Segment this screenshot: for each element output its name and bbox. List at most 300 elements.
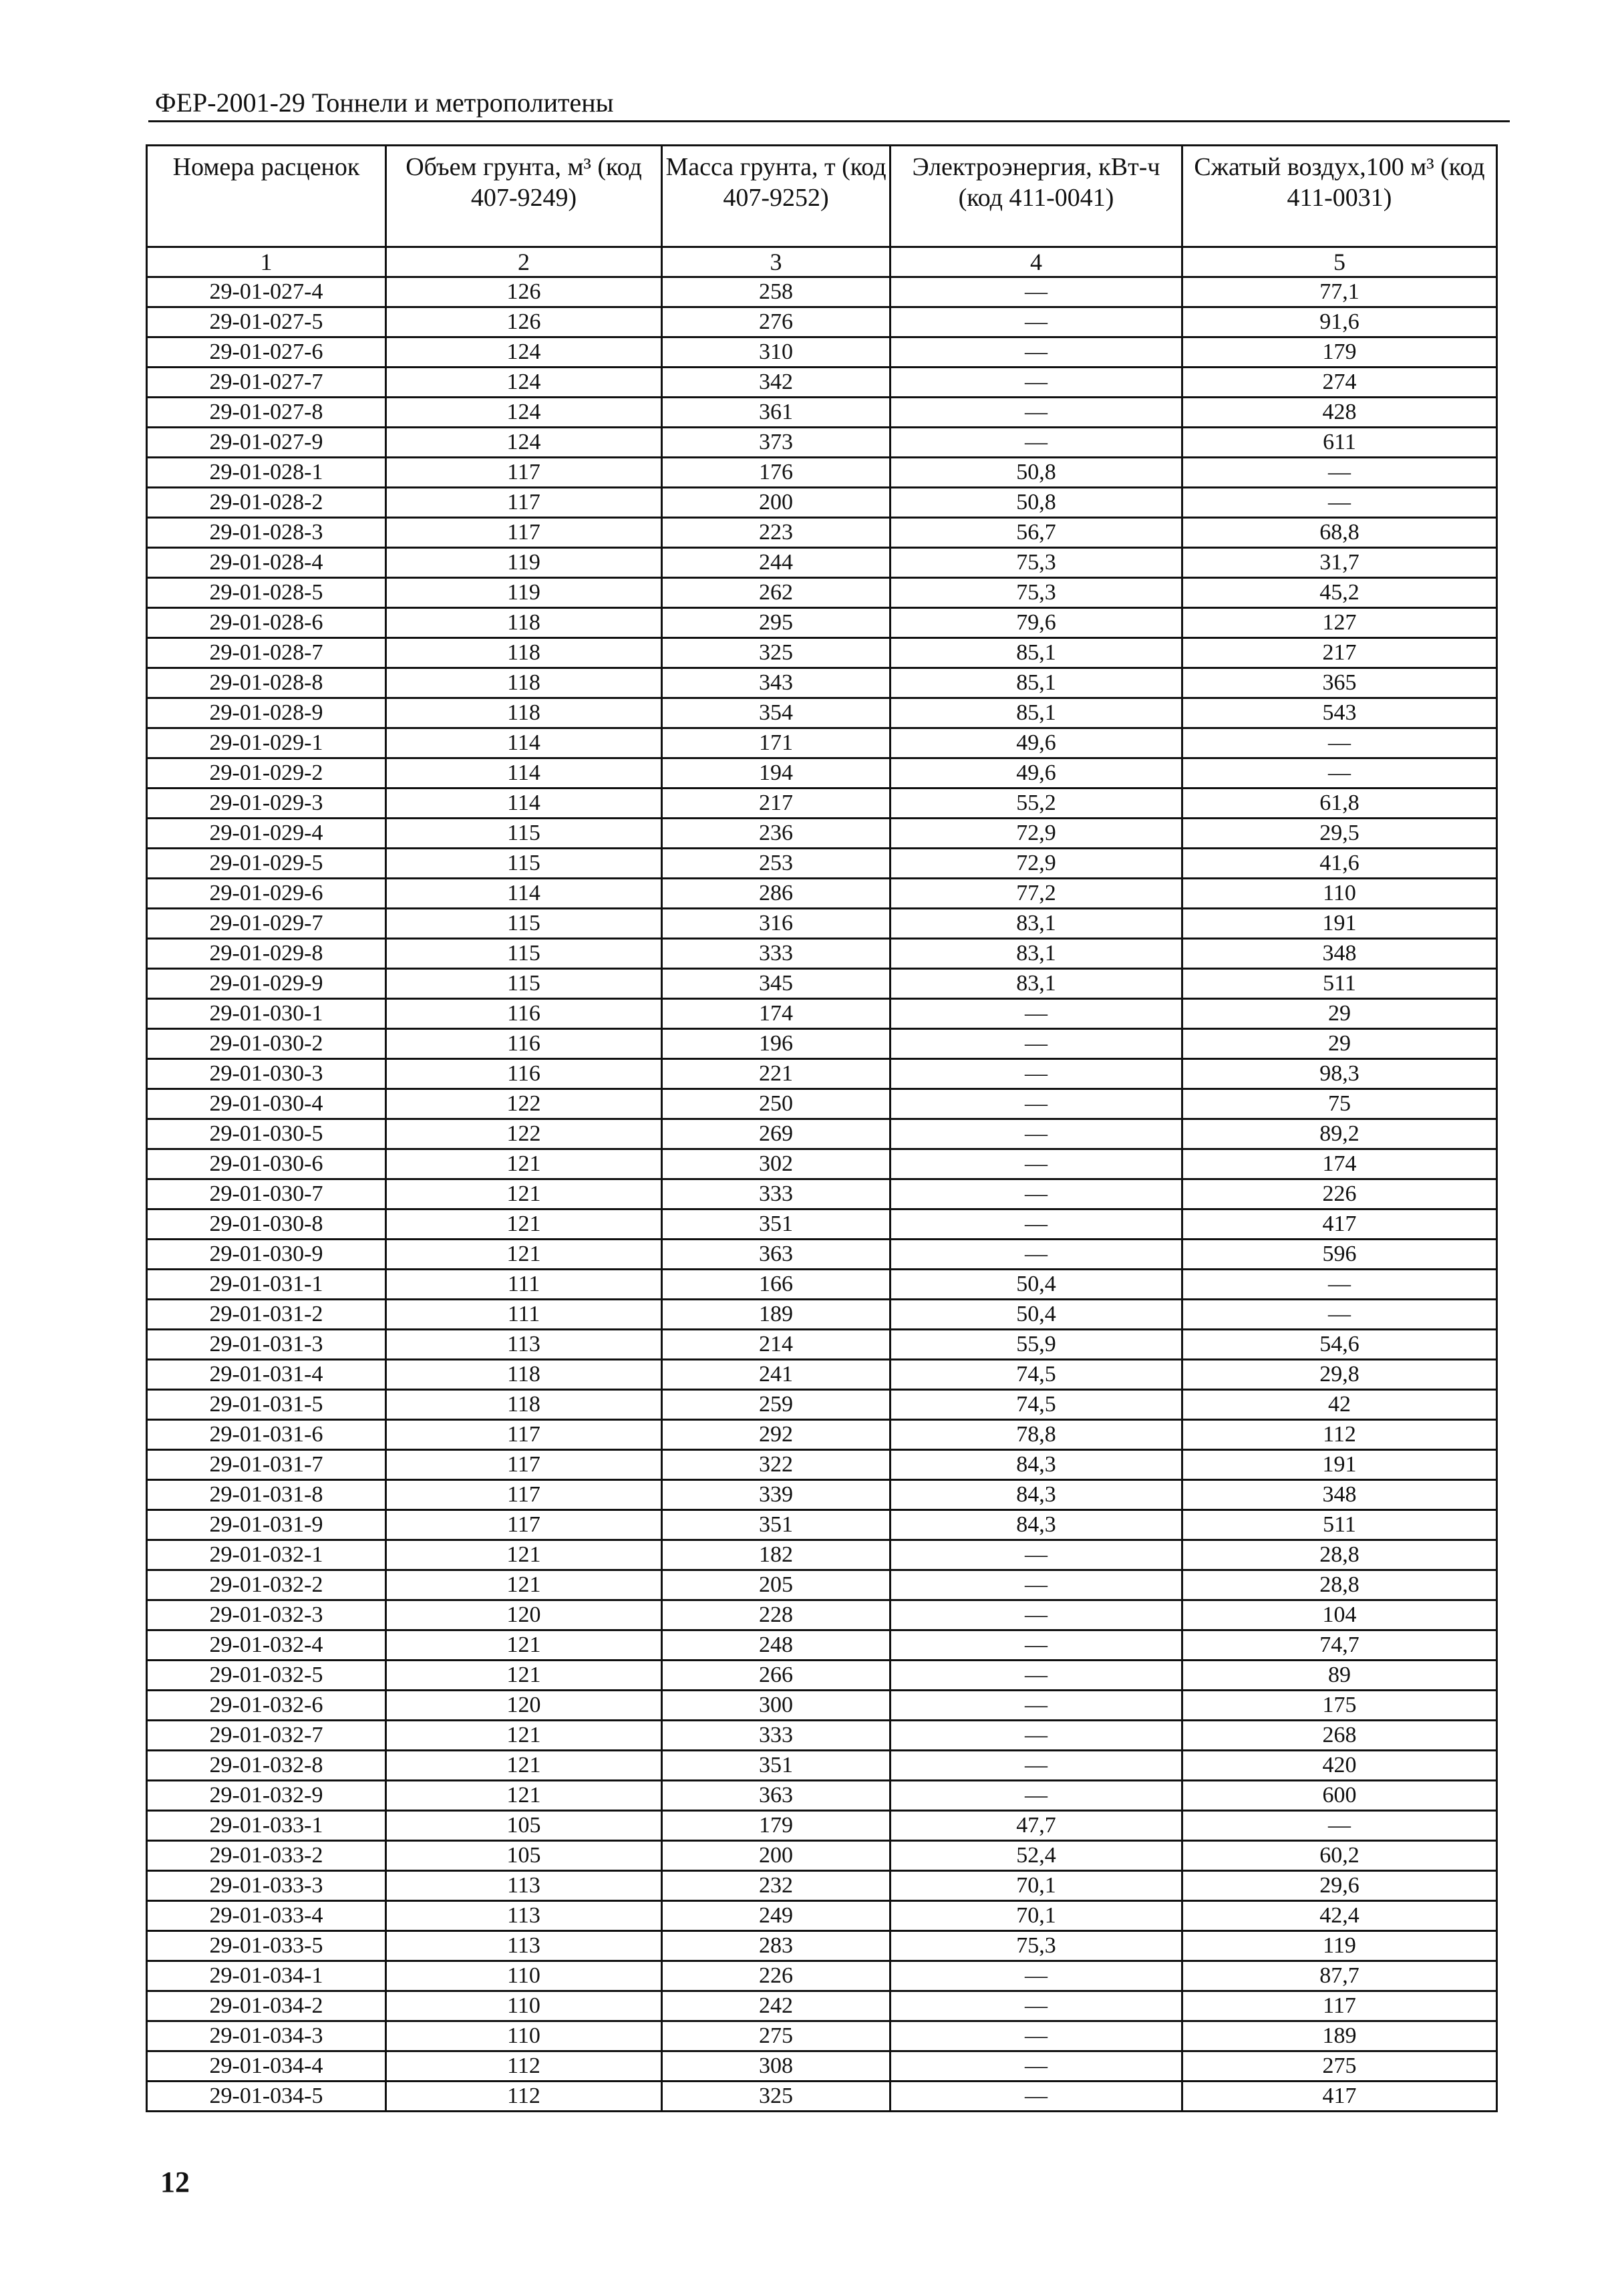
table-row [147,788,1497,819]
column-number: 4 [891,247,1182,277]
soil-volume-cell: 112 [386,2051,662,2082]
rate-code-cell: 29-01-029-6 [147,879,386,909]
soil-mass-cell: 333 [662,1721,891,1751]
table-row [147,488,1497,518]
soil-mass-cell: 345 [662,969,891,999]
rate-code-cell: 29-01-030-4 [147,1089,386,1119]
compressed-air-cell: 274 [1182,368,1497,398]
compressed-air-cell: 511 [1182,1510,1497,1540]
table-row [147,608,1497,638]
compressed-air-cell: 89 [1182,1661,1497,1691]
rate-code-cell: 29-01-029-5 [147,849,386,879]
compressed-air-cell: 420 [1182,1751,1497,1781]
rate-code-cell: 29-01-028-1 [147,458,386,488]
soil-mass-cell: 333 [662,939,891,969]
electricity-cell: — [891,337,1182,368]
rate-code-cell: 29-01-032-6 [147,1691,386,1721]
electricity-cell: 78,8 [891,1420,1182,1450]
soil-volume-cell: 110 [386,2021,662,2051]
soil-mass-cell: 276 [662,307,891,337]
soil-volume-cell: 117 [386,458,662,488]
compressed-air-cell: 29,5 [1182,819,1497,849]
electricity-cell: 52,4 [891,1841,1182,1871]
electricity-cell: — [891,1540,1182,1570]
compressed-air-cell: — [1182,1300,1497,1330]
rate-code-cell: 29-01-032-8 [147,1751,386,1781]
compressed-air-cell: 31,7 [1182,548,1497,578]
electricity-cell: — [891,1691,1182,1721]
rate-code-cell: 29-01-031-3 [147,1330,386,1360]
compressed-air-cell: 119 [1182,1931,1497,1961]
compressed-air-cell: 543 [1182,698,1497,728]
table-row [147,1540,1497,1570]
soil-volume-cell: 114 [386,879,662,909]
rate-code-cell: 29-01-033-4 [147,1901,386,1931]
soil-volume-cell: 118 [386,638,662,668]
rate-code-cell: 29-01-027-5 [147,307,386,337]
column-header: Номера расценок [147,146,386,247]
soil-mass-cell: 325 [662,2082,891,2112]
soil-volume-cell: 118 [386,668,662,698]
compressed-air-cell: 74,7 [1182,1630,1497,1661]
soil-volume-cell: 115 [386,849,662,879]
rate-code-cell: 29-01-030-2 [147,1029,386,1059]
electricity-cell: — [891,999,1182,1029]
soil-mass-cell: 174 [662,999,891,1029]
compressed-air-cell: — [1182,728,1497,758]
rate-code-cell: 29-01-028-8 [147,668,386,698]
rate-code-cell: 29-01-030-9 [147,1240,386,1270]
soil-volume-cell: 121 [386,1570,662,1600]
rate-code-cell: 29-01-031-1 [147,1270,386,1300]
soil-volume-cell: 116 [386,999,662,1029]
compressed-air-cell: 29,8 [1182,1360,1497,1390]
soil-volume-cell: 124 [386,368,662,398]
table-row [147,398,1497,428]
rate-code-cell: 29-01-027-6 [147,337,386,368]
electricity-cell: — [891,1630,1182,1661]
soil-mass-cell: 253 [662,849,891,879]
soil-mass-cell: 250 [662,1089,891,1119]
electricity-cell: — [891,1661,1182,1691]
table-row [147,368,1497,398]
compressed-air-cell: — [1182,458,1497,488]
electricity-cell: 84,3 [891,1510,1182,1540]
table-row [147,1781,1497,1811]
soil-mass-cell: 259 [662,1390,891,1420]
soil-volume-cell: 121 [386,1240,662,1270]
table-row [147,638,1497,668]
table-row [147,1480,1497,1510]
rate-code-cell: 29-01-030-5 [147,1119,386,1149]
electricity-cell: 50,8 [891,488,1182,518]
soil-volume-cell: 105 [386,1811,662,1841]
compressed-air-cell: 91,6 [1182,307,1497,337]
table-row [147,1901,1497,1931]
table-row [147,548,1497,578]
soil-mass-cell: 339 [662,1480,891,1510]
rate-code-cell: 29-01-031-6 [147,1420,386,1450]
soil-volume-cell: 117 [386,1510,662,1540]
rate-code-cell: 29-01-032-1 [147,1540,386,1570]
column-header: Сжатый воздух,100 м³ (код 411-0031) [1182,146,1497,247]
soil-volume-cell: 126 [386,277,662,307]
compressed-air-cell: 61,8 [1182,788,1497,819]
compressed-air-cell: 348 [1182,1480,1497,1510]
table-row [147,578,1497,608]
compressed-air-cell: 42,4 [1182,1901,1497,1931]
soil-volume-cell: 121 [386,1179,662,1209]
soil-volume-cell: 115 [386,939,662,969]
rate-code-cell: 29-01-029-1 [147,728,386,758]
compressed-air-cell: 348 [1182,939,1497,969]
soil-mass-cell: 286 [662,879,891,909]
rate-code-cell: 29-01-030-3 [147,1059,386,1089]
electricity-cell: — [891,398,1182,428]
compressed-air-cell: 600 [1182,1781,1497,1811]
electricity-cell: — [891,1961,1182,1991]
table-row [147,909,1497,939]
rate-code-cell: 29-01-027-4 [147,277,386,307]
electricity-cell: 50,4 [891,1270,1182,1300]
electricity-cell: 74,5 [891,1390,1182,1420]
electricity-cell: 85,1 [891,698,1182,728]
soil-volume-cell: 118 [386,608,662,638]
soil-mass-cell: 200 [662,488,891,518]
rate-code-cell: 29-01-029-7 [147,909,386,939]
table-row [147,1029,1497,1059]
soil-mass-cell: 262 [662,578,891,608]
running-header: ФЕР-2001-29 Тоннели и метрополитены [155,88,614,118]
soil-mass-cell: 200 [662,1841,891,1871]
electricity-cell: — [891,368,1182,398]
compressed-air-cell: 611 [1182,428,1497,458]
compressed-air-cell: 117 [1182,1991,1497,2021]
soil-mass-cell: 300 [662,1691,891,1721]
soil-mass-cell: 333 [662,1179,891,1209]
soil-mass-cell: 221 [662,1059,891,1089]
column-number: 2 [386,247,662,277]
electricity-cell: 50,4 [891,1300,1182,1330]
soil-volume-cell: 117 [386,1450,662,1480]
soil-volume-cell: 105 [386,1841,662,1871]
soil-volume-cell: 111 [386,1300,662,1330]
rate-code-cell: 29-01-032-7 [147,1721,386,1751]
compressed-air-cell: 87,7 [1182,1961,1497,1991]
table-row [147,698,1497,728]
soil-volume-cell: 124 [386,337,662,368]
soil-mass-cell: 205 [662,1570,891,1600]
rate-code-cell: 29-01-031-8 [147,1480,386,1510]
soil-volume-cell: 111 [386,1270,662,1300]
soil-mass-cell: 308 [662,2051,891,2082]
rate-code-cell: 29-01-030-6 [147,1149,386,1179]
compressed-air-cell: 45,2 [1182,578,1497,608]
soil-volume-cell: 114 [386,788,662,819]
soil-volume-cell: 119 [386,578,662,608]
rate-code-cell: 29-01-031-2 [147,1300,386,1330]
electricity-cell: 84,3 [891,1450,1182,1480]
soil-mass-cell: 361 [662,398,891,428]
soil-volume-cell: 121 [386,1721,662,1751]
soil-mass-cell: 354 [662,698,891,728]
soil-volume-cell: 113 [386,1931,662,1961]
compressed-air-cell: — [1182,1811,1497,1841]
rate-code-cell: 29-01-034-1 [147,1961,386,1991]
compressed-air-cell: 417 [1182,2082,1497,2112]
soil-volume-cell: 121 [386,1781,662,1811]
electricity-cell: 72,9 [891,849,1182,879]
soil-mass-cell: 373 [662,428,891,458]
soil-mass-cell: 258 [662,277,891,307]
soil-volume-cell: 114 [386,728,662,758]
rate-code-cell: 29-01-028-6 [147,608,386,638]
table-row [147,1089,1497,1119]
soil-mass-cell: 232 [662,1871,891,1901]
table-row [147,758,1497,788]
electricity-cell: — [891,1751,1182,1781]
table-row [147,1721,1497,1751]
electricity-cell: 72,9 [891,819,1182,849]
rate-code-cell: 29-01-029-9 [147,969,386,999]
table-row [147,1059,1497,1089]
soil-mass-cell: 242 [662,1991,891,2021]
soil-volume-cell: 121 [386,1209,662,1240]
rate-code-cell: 29-01-032-3 [147,1600,386,1630]
soil-mass-cell: 194 [662,758,891,788]
soil-volume-cell: 117 [386,488,662,518]
column-number: 5 [1182,247,1497,277]
rate-code-cell: 29-01-033-1 [147,1811,386,1841]
electricity-cell: 55,2 [891,788,1182,819]
table-row [147,2082,1497,2112]
table-row [147,1330,1497,1360]
soil-volume-cell: 116 [386,1059,662,1089]
compressed-air-cell: 365 [1182,668,1497,698]
table-row [147,1961,1497,1991]
soil-volume-cell: 113 [386,1901,662,1931]
soil-mass-cell: 363 [662,1781,891,1811]
table-row [147,1450,1497,1480]
soil-mass-cell: 176 [662,458,891,488]
soil-mass-cell: 351 [662,1510,891,1540]
table-row [147,1931,1497,1961]
rate-code-cell: 29-01-029-8 [147,939,386,969]
compressed-air-cell: 275 [1182,2051,1497,2082]
table-row [147,337,1497,368]
soil-mass-cell: 236 [662,819,891,849]
soil-volume-cell: 119 [386,548,662,578]
table-row [147,1871,1497,1901]
electricity-cell: — [891,1029,1182,1059]
compressed-air-cell: 42 [1182,1390,1497,1420]
column-header: Электроэнергия, кВт-ч (код 411-0041) [891,146,1182,247]
soil-mass-cell: 179 [662,1811,891,1841]
column-number-row [147,247,1497,277]
column-header: Объем грунта, м³ (код 407-9249) [386,146,662,247]
rate-code-cell: 29-01-033-5 [147,1931,386,1961]
electricity-cell: — [891,1119,1182,1149]
rate-code-cell: 29-01-030-7 [147,1179,386,1209]
table-row [147,1360,1497,1390]
table-row [147,999,1497,1029]
soil-volume-cell: 115 [386,819,662,849]
compressed-air-cell: 89,2 [1182,1119,1497,1149]
rate-code-cell: 29-01-028-3 [147,518,386,548]
soil-volume-cell: 115 [386,909,662,939]
electricity-cell: — [891,1570,1182,1600]
compressed-air-cell: 226 [1182,1179,1497,1209]
rate-code-cell: 29-01-031-7 [147,1450,386,1480]
electricity-cell: 49,6 [891,758,1182,788]
electricity-cell: — [891,1721,1182,1751]
rate-code-cell: 29-01-028-9 [147,698,386,728]
soil-volume-cell: 120 [386,1600,662,1630]
table-row [147,668,1497,698]
table-row [147,518,1497,548]
electricity-cell: — [891,1600,1182,1630]
rate-code-cell: 29-01-030-8 [147,1209,386,1240]
rate-code-cell: 29-01-034-4 [147,2051,386,2082]
table-row [147,1119,1497,1149]
soil-mass-cell: 241 [662,1360,891,1390]
soil-mass-cell: 171 [662,728,891,758]
soil-mass-cell: 214 [662,1330,891,1360]
soil-mass-cell: 363 [662,1240,891,1270]
table-row [147,1240,1497,1270]
compressed-air-cell: 217 [1182,638,1497,668]
soil-mass-cell: 275 [662,2021,891,2051]
compressed-air-cell: 28,8 [1182,1570,1497,1600]
rate-code-cell: 29-01-031-4 [147,1360,386,1390]
soil-mass-cell: 248 [662,1630,891,1661]
rate-code-cell: 29-01-029-3 [147,788,386,819]
soil-volume-cell: 122 [386,1119,662,1149]
compressed-air-cell: 29,6 [1182,1871,1497,1901]
compressed-air-cell: — [1182,1270,1497,1300]
compressed-air-cell: 29 [1182,1029,1497,1059]
rate-code-cell: 29-01-027-8 [147,398,386,428]
rate-code-cell: 29-01-027-9 [147,428,386,458]
table-row [147,1600,1497,1630]
electricity-cell: 84,3 [891,1480,1182,1510]
compressed-air-cell: — [1182,758,1497,788]
soil-mass-cell: 223 [662,518,891,548]
rate-code-cell: 29-01-032-2 [147,1570,386,1600]
table-header-row [147,146,1497,247]
compressed-air-cell: 174 [1182,1149,1497,1179]
compressed-air-cell: 268 [1182,1721,1497,1751]
compressed-air-cell: 28,8 [1182,1540,1497,1570]
electricity-cell: — [891,1240,1182,1270]
electricity-cell: — [891,1991,1182,2021]
electricity-cell: 85,1 [891,668,1182,698]
soil-mass-cell: 292 [662,1420,891,1450]
table-row [147,1510,1497,1540]
soil-mass-cell: 342 [662,368,891,398]
soil-volume-cell: 121 [386,1540,662,1570]
electricity-cell: — [891,1149,1182,1179]
table-body [147,277,1497,2112]
soil-mass-cell: 322 [662,1450,891,1480]
table-row [147,969,1497,999]
table-row [147,2021,1497,2051]
compressed-air-cell: 60,2 [1182,1841,1497,1871]
electricity-cell: — [891,2082,1182,2112]
compressed-air-cell: 417 [1182,1209,1497,1240]
electricity-cell: 70,1 [891,1871,1182,1901]
table-row [147,458,1497,488]
electricity-cell: — [891,1209,1182,1240]
table-row [147,1661,1497,1691]
rate-code-cell: 29-01-027-7 [147,368,386,398]
column-number: 1 [147,247,386,277]
rate-code-cell: 29-01-028-5 [147,578,386,608]
table-row [147,307,1497,337]
rate-code-cell: 29-01-032-4 [147,1630,386,1661]
compressed-air-cell: 191 [1182,909,1497,939]
table-row [147,1751,1497,1781]
electricity-cell: — [891,307,1182,337]
electricity-cell: 49,6 [891,728,1182,758]
compressed-air-cell: 112 [1182,1420,1497,1450]
rates-table [146,144,1498,2112]
soil-volume-cell: 114 [386,758,662,788]
soil-volume-cell: 121 [386,1630,662,1661]
electricity-cell: — [891,1179,1182,1209]
header-rule [148,120,1510,122]
soil-volume-cell: 113 [386,1871,662,1901]
compressed-air-cell: — [1182,488,1497,518]
soil-volume-cell: 126 [386,307,662,337]
compressed-air-cell: 179 [1182,337,1497,368]
soil-volume-cell: 122 [386,1089,662,1119]
soil-mass-cell: 217 [662,788,891,819]
compressed-air-cell: 110 [1182,879,1497,909]
soil-volume-cell: 124 [386,398,662,428]
table-row [147,2051,1497,2082]
page-number: 12 [160,2166,190,2198]
table-row [147,1300,1497,1330]
table-row [147,728,1497,758]
rate-code-cell: 29-01-031-5 [147,1390,386,1420]
electricity-cell: 83,1 [891,909,1182,939]
compressed-air-cell: 191 [1182,1450,1497,1480]
soil-volume-cell: 110 [386,1991,662,2021]
soil-volume-cell: 117 [386,518,662,548]
soil-mass-cell: 226 [662,1961,891,1991]
table-row [147,1691,1497,1721]
soil-volume-cell: 113 [386,1330,662,1360]
table-row [147,1991,1497,2021]
table-row [147,1270,1497,1300]
electricity-cell: 50,8 [891,458,1182,488]
table-row [147,849,1497,879]
compressed-air-cell: 428 [1182,398,1497,428]
compressed-air-cell: 29 [1182,999,1497,1029]
soil-volume-cell: 124 [386,428,662,458]
electricity-cell: 75,3 [891,548,1182,578]
soil-mass-cell: 196 [662,1029,891,1059]
compressed-air-cell: 77,1 [1182,277,1497,307]
soil-volume-cell: 120 [386,1691,662,1721]
rate-code-cell: 29-01-033-2 [147,1841,386,1871]
soil-volume-cell: 121 [386,1149,662,1179]
compressed-air-cell: 104 [1182,1600,1497,1630]
soil-mass-cell: 295 [662,608,891,638]
table-row [147,277,1497,307]
electricity-cell: — [891,428,1182,458]
